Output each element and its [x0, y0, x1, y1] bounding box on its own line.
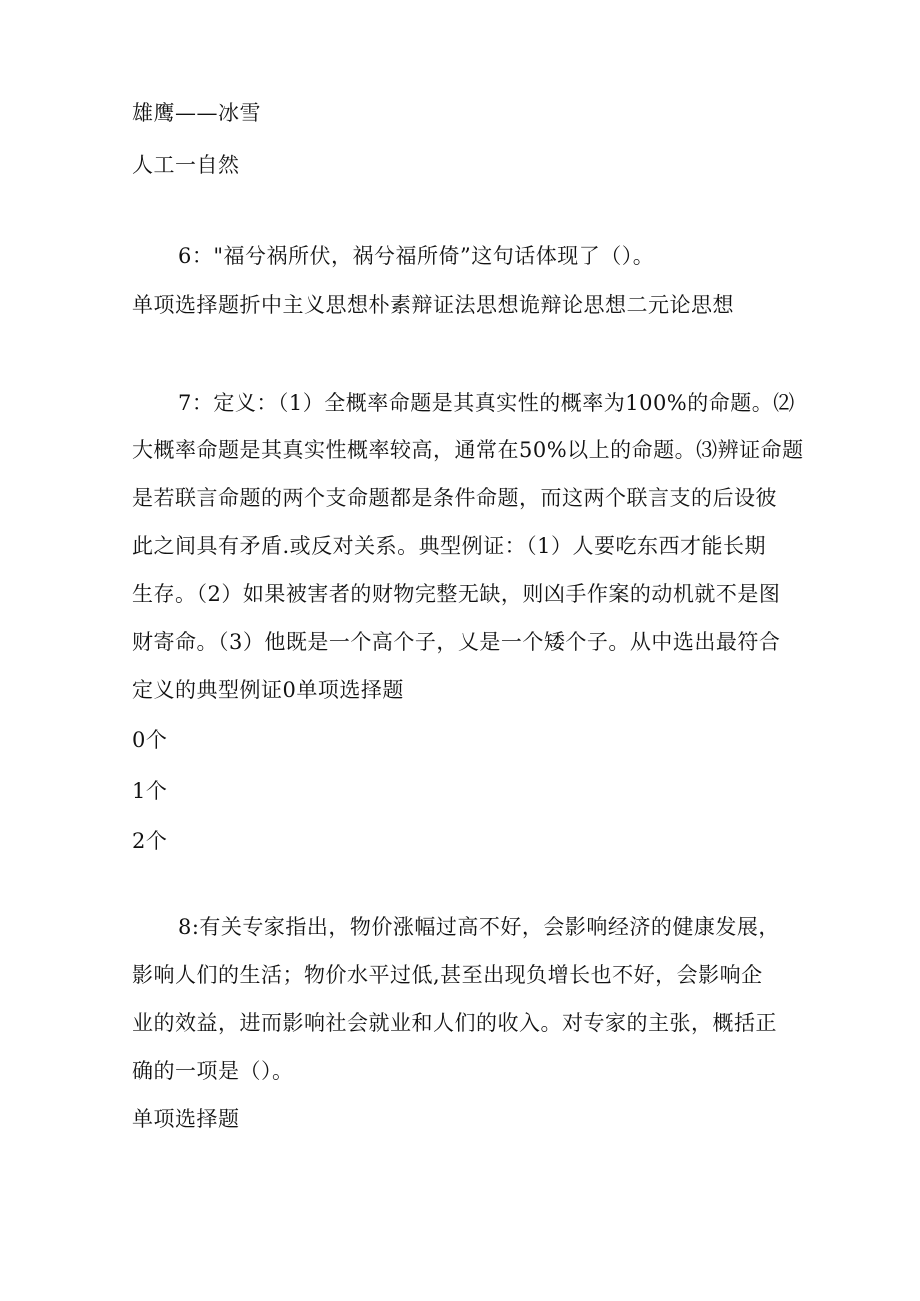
question-8-stem-line: 确的一项是（）。: [132, 1059, 294, 1083]
question-7-stem-line: 财寄命。（3）他既是一个高个子，乂是一个矮个子。从中选出最符合: [132, 630, 781, 654]
question-7-stem-line: 是若联言命题的两个支命题都是条件命题，而这两个联言支的后设彼: [132, 486, 777, 510]
answer-option-line: 雄鹰——冰雪: [132, 101, 261, 125]
question-8-stem-line: 业的效益，进而影响社会就业和人们的收入。对专家的主张，概括正: [132, 1011, 777, 1035]
question-7-stem-line: 此之间具有矛盾.或反对关系。典型例证：（1）人要吃东西才能长期: [132, 534, 767, 558]
question-7-option: 1个: [132, 779, 168, 803]
question-7-stem-line: 定义的典型例证0单项选择题: [132, 678, 404, 702]
question-7-stem-line: 生存。（2）如果被害者的财物完整无缺，则凶手作案的动机就不是图: [132, 582, 781, 606]
question-8-stem-line: 8:有关专家指出，物价涨幅过高不好，会影响经济的健康发展，: [178, 915, 780, 939]
question-7-option: 2个: [132, 829, 168, 853]
question-7-stem-line: 大概率命题是其真实性概率较高，通常在50%以上的命题。⑶辨证命题: [132, 438, 804, 462]
question-6-stem: 6："福兮祸所伏，祸兮福所倚”这句话体现了（）。: [178, 244, 655, 268]
question-type-label: 单项选择题: [132, 1107, 240, 1131]
question-6-options: 单项选择题折中主义思想朴素辩证法思想诡辩论思想二元论思想: [132, 293, 734, 317]
answer-option-line: 人工一自然: [132, 153, 240, 177]
question-7-option: 0个: [132, 728, 168, 752]
question-7-stem-line: 7：定义：（1）全概率命题是其真实性的概率为100%的命题。⑵: [178, 391, 795, 415]
question-8-stem-line: 影响人们的生活；物价水平过低,甚至出现负增长也不好，会影响企: [132, 963, 763, 987]
